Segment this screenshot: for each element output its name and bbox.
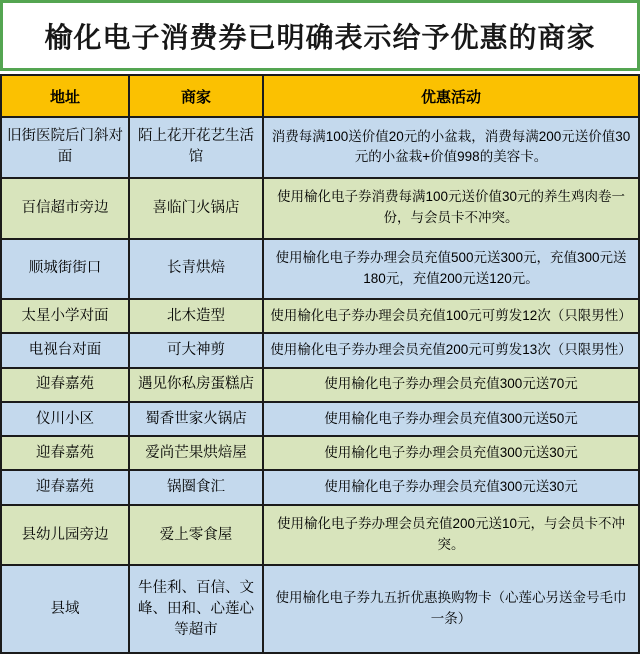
merchant-cell: 北木造型 <box>129 299 263 333</box>
table-row <box>1 505 639 566</box>
offer-cell: 使用榆化电子券办理会员充值300元送30元 <box>263 436 639 470</box>
address-cell: 县域 <box>1 565 129 653</box>
address-cell: 顺城街街口 <box>1 239 129 300</box>
page-title: 榆化电子消费券已明确表示给予优惠的商家 <box>44 22 596 54</box>
address-cell: 迎春嘉苑 <box>1 470 129 504</box>
merchant-cell: 可大神剪 <box>129 333 263 367</box>
address-cell: 旧街医院后门斜对面 <box>1 117 129 178</box>
table-body <box>1 117 639 653</box>
header-row <box>1 75 639 117</box>
merchants-table <box>0 74 640 654</box>
offer-cell: 使用榆化电子券消费每满100元送价值30元的养生鸡肉卷一份，与会员卡不冲突。 <box>263 178 639 239</box>
table-row <box>1 333 639 367</box>
merchant-cell: 锅圈食汇 <box>129 470 263 504</box>
col-header-offer: 优惠活动 <box>263 75 639 117</box>
address-cell: 电视台对面 <box>1 333 129 367</box>
offer-cell: 使用榆化电子券办理会员充值200元可剪发13次（只限男性） <box>263 333 639 367</box>
address-cell: 太星小学对面 <box>1 299 129 333</box>
merchant-cell: 喜临门火锅店 <box>129 178 263 239</box>
merchant-cell: 蜀香世家火锅店 <box>129 402 263 436</box>
table-row <box>1 299 639 333</box>
col-header-merchant: 商家 <box>129 75 263 117</box>
address-cell: 仪川小区 <box>1 402 129 436</box>
offer-cell: 使用榆化电子券办理会员充值500元送300元，充值300元送180元，充值200元送120元。 <box>263 239 639 300</box>
address-cell: 迎春嘉苑 <box>1 436 129 470</box>
col-header-address: 地址 <box>1 75 129 117</box>
table-row <box>1 368 639 402</box>
offer-cell: 使用榆化电子券办理会员充值300元送30元 <box>263 470 639 504</box>
table-row <box>1 436 639 470</box>
merchant-cell: 爱上零食屋 <box>129 505 263 566</box>
table-row <box>1 565 639 653</box>
table-row <box>1 239 639 300</box>
table-header <box>1 75 639 117</box>
table-row <box>1 178 639 239</box>
address-cell: 百信超市旁边 <box>1 178 129 239</box>
address-cell: 迎春嘉苑 <box>1 368 129 402</box>
offer-cell: 使用榆化电子券办理会员充值300元送70元 <box>263 368 639 402</box>
merchant-cell: 牛佳利、百信、文峰、田和、心莲心等超市 <box>129 565 263 653</box>
merchant-cell: 陌上花开花艺生活馆 <box>129 117 263 178</box>
table-row <box>1 117 639 178</box>
offer-cell: 使用榆化电子券办理会员充值100元可剪发12次（只限男性） <box>263 299 639 333</box>
merchant-cell: 爱尚芒果烘焙屋 <box>129 436 263 470</box>
offer-cell: 使用榆化电子券办理会员充值300元送50元 <box>263 402 639 436</box>
offer-cell: 使用榆化电子券九五折优惠换购物卡（心莲心另送金号毛巾一条） <box>263 565 639 653</box>
merchant-cell: 遇见你私房蛋糕店 <box>129 368 263 402</box>
offer-cell: 使用榆化电子券办理会员充值200元送10元，与会员卡不冲突。 <box>263 505 639 566</box>
table-row <box>1 402 639 436</box>
merchant-cell: 长青烘焙 <box>129 239 263 300</box>
title-banner <box>0 0 640 71</box>
offer-cell: 消费每满100送价值20元的小盆栽，消费每满200元送价值30元的小盆栽+价值998的美容卡。 <box>263 117 639 178</box>
address-cell: 县幼儿园旁边 <box>1 505 129 566</box>
table-row <box>1 470 639 504</box>
